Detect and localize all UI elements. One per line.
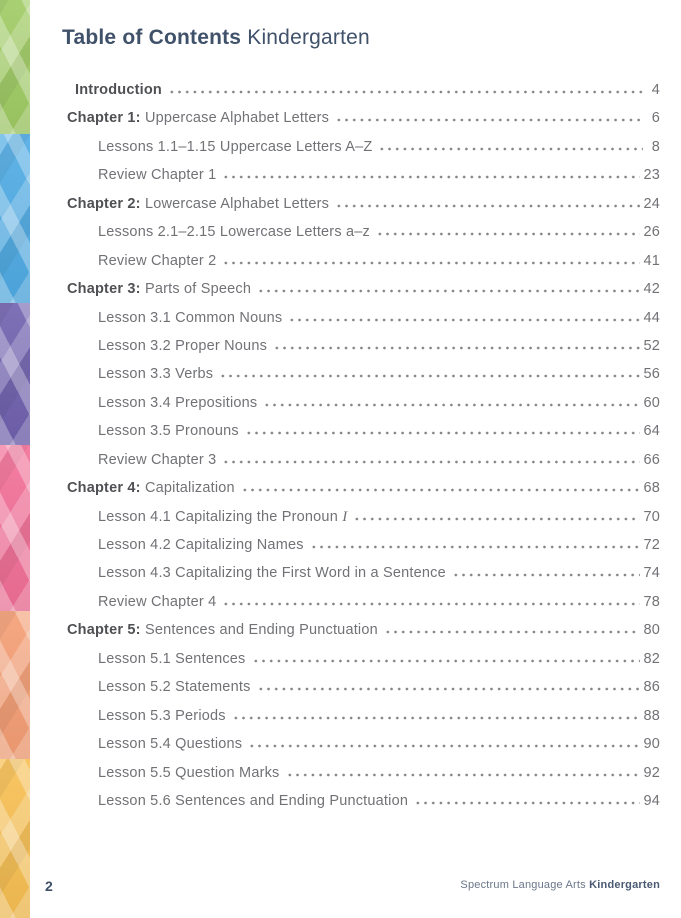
dot-leader [240,488,641,492]
dot-leader [244,431,641,435]
toc-entry-label-text: Lesson 3.3 Verbs [98,366,214,383]
dot-leader [272,346,640,350]
toc-entry-label [98,588,216,616]
toc-page-number: 52 [643,337,660,354]
toc-row [67,304,660,332]
left-border-rainbow-art [0,0,30,918]
toc-entry-label [67,616,378,644]
dot-leader [218,374,640,378]
toc-row [67,559,660,587]
toc-entry-label-text: Lesson 5.6 Sentences and Ending Punctuation [98,792,409,809]
toc-row [67,673,660,701]
toc-entry-label [98,531,304,559]
toc-row [67,332,660,360]
toc-page-number: 72 [643,537,660,553]
toc-entry-label [98,645,246,673]
toc-entry-label-bold: Chapter 3: [67,281,141,298]
toc-entry-label-text: Parts of Speech [140,281,252,298]
toc-page-number: 4 [651,82,660,98]
strip-segment-yellow [0,759,30,918]
strip-segment-purple [0,303,30,445]
toc-row [67,787,660,815]
toc-entry-label [98,446,216,474]
toc-page-number: 60 [643,394,660,411]
toc-entry-label [98,730,242,758]
toc-page-number: 70 [643,508,660,525]
toc-page-number: 41 [643,252,660,269]
toc-entry-label-text: Review Chapter 1 [98,167,217,184]
dot-leader [285,773,641,777]
toc-page-number: 88 [643,707,660,724]
toc-entry-label [67,275,251,303]
toc-entry-label-text: Review Chapter 3 [98,451,217,468]
toc-page-number: 42 [643,281,660,298]
toc-entry-label-italic: I [342,508,348,525]
toc-entry-label [98,417,239,445]
toc-row [67,446,660,474]
dot-leader [309,545,641,549]
toc-entry-label-text: Lesson 3.2 Proper Nouns [98,337,268,354]
toc-entry-label [98,218,370,246]
toc-row [67,588,660,616]
toc-entry-label [98,787,408,815]
toc-entry-label-text: Uppercase Alphabet Letters [140,110,330,127]
toc-entry-label-text: Lesson 3.5 Pronouns [98,423,239,440]
toc-entry-label [98,332,267,360]
toc-entry-label [98,759,280,787]
toc-page-number: 92 [643,764,660,781]
toc-page-number: 90 [643,736,660,753]
toc-entry-label-text: Lesson 3.4 Prepositions [98,394,258,411]
toc-row [67,247,660,275]
toc-page-number: 86 [643,679,660,696]
strip-segment-green [0,0,30,134]
toc-entry-label-text: Lesson 5.5 Question Marks [98,764,280,781]
toc-page-number: 94 [643,792,660,809]
toc-entry-label-text: Sentences and Ending Punctuation [140,622,378,639]
toc-entry-label-text: Lesson 4.3 Capitalizing the First Word in a Sentence [98,565,446,582]
toc-entry-label [98,673,251,701]
toc-entry-label-text: Lessons 2.1–2.15 Lowercase Letters a–z [98,224,370,241]
toc-entry-label-text: Lesson 4.2 Capitalizing Names [98,537,304,553]
toc-page-number: 6 [651,110,660,127]
toc-page-number: 66 [643,451,660,468]
toc-entry-label-text: Review Chapter 4 [98,593,217,610]
dot-leader [221,460,640,464]
toc-entry-label [67,104,329,132]
dot-leader [251,659,641,663]
toc-entry-label [98,503,347,531]
toc-page-number: 8 [651,138,660,155]
toc-row [67,474,660,502]
dot-leader [377,147,643,151]
toc-row [67,76,660,104]
toc-page-number: 56 [643,366,660,383]
toc-entry-label-text: Lessons 1.1–1.15 Uppercase Letters A–Z [98,138,373,155]
dot-leader [221,175,640,179]
toc-page-number: 24 [643,195,660,212]
dot-leader [451,573,641,577]
toc-page-number: 64 [643,423,660,440]
toc-row [67,616,660,644]
toc-entry-label [98,702,226,730]
toc-page-number: 78 [643,593,660,610]
toc-entry-label [67,190,329,218]
toc-entry-label-text: Capitalization [140,480,235,497]
toc-entry-label-text: Lesson 5.4 Questions [98,736,243,753]
page-title [62,25,681,50]
toc-entry-label [98,247,216,275]
toc-row [67,645,660,673]
toc-entry-label-text: Lesson 3.1 Common Nouns [98,309,283,326]
toc-row [67,730,660,758]
strip-segment-blue [0,134,30,303]
toc-row [67,759,660,787]
dot-leader [256,687,641,691]
strip-segment-pink [0,445,30,611]
toc-row [67,218,660,246]
toc-row [67,531,660,559]
toc-row [67,161,660,189]
dot-leader [352,517,640,521]
toc-row [67,702,660,730]
dot-leader [231,716,641,720]
toc-entry-label-text: Lesson 5.2 Statements [98,679,251,696]
toc-entry-label-text: Lesson 5.3 Periods [98,707,226,724]
toc-entry-label-text: Review Chapter 2 [98,252,217,269]
toc-page-number: 74 [643,565,660,582]
toc-entry-label [98,133,372,161]
toc-entry-label-bold: Chapter 2: [67,195,141,212]
dot-leader [383,630,641,634]
toc-entry-label [98,389,257,417]
table-of-contents [67,76,660,815]
footer-brand [460,879,660,891]
toc-entry-label-bold: Introduction [75,82,162,98]
toc-row [67,104,660,132]
footer-page-number: 2 [45,878,53,894]
dot-leader [221,261,640,265]
dot-leader [247,744,640,748]
dot-leader [334,204,640,208]
page-title-main: Table of Contents [62,26,242,49]
footer-brand-series: Spectrum Language Arts [460,879,590,891]
toc-row [67,190,660,218]
toc-row [67,389,660,417]
toc-entry-label-bold: Chapter 4: [67,480,141,497]
toc-page-number: 68 [643,480,660,497]
toc-entry-label [98,360,213,388]
footer-brand-grade: Kindergarten [589,879,660,891]
toc-row [67,133,660,161]
dot-leader [413,801,640,805]
toc-entry-label [98,161,216,189]
dot-leader [221,602,640,606]
toc-row [67,360,660,388]
dot-leader [256,289,640,293]
dot-leader [167,90,643,94]
toc-page-number: 82 [643,650,660,667]
toc-row [67,275,660,303]
toc-row [67,503,660,531]
dot-leader [287,318,640,322]
toc-entry-label [98,559,446,587]
dot-leader [375,232,640,236]
strip-segment-orange [0,611,30,759]
toc-entry-label [67,474,235,502]
page-title-grade: Kindergarten [247,26,370,49]
toc-entry-label-bold: Chapter 1: [67,110,141,127]
toc-page-number: 26 [643,224,660,241]
toc-page-number: 44 [643,309,660,326]
dot-leader [262,403,640,407]
toc-page-number: 23 [643,167,660,184]
toc-entry-label [98,304,282,332]
toc-entry-label [75,76,162,104]
toc-entry-label-text: Lesson 5.1 Sentences [98,650,246,667]
toc-entry-label-bold: Chapter 5: [67,622,141,639]
toc-row [67,417,660,445]
toc-entry-label-text: Lesson 4.1 Capitalizing the Pronoun [98,508,343,525]
toc-page-number: 80 [643,622,660,639]
toc-entry-label-text: Lowercase Alphabet Letters [140,195,330,212]
dot-leader [334,118,643,122]
